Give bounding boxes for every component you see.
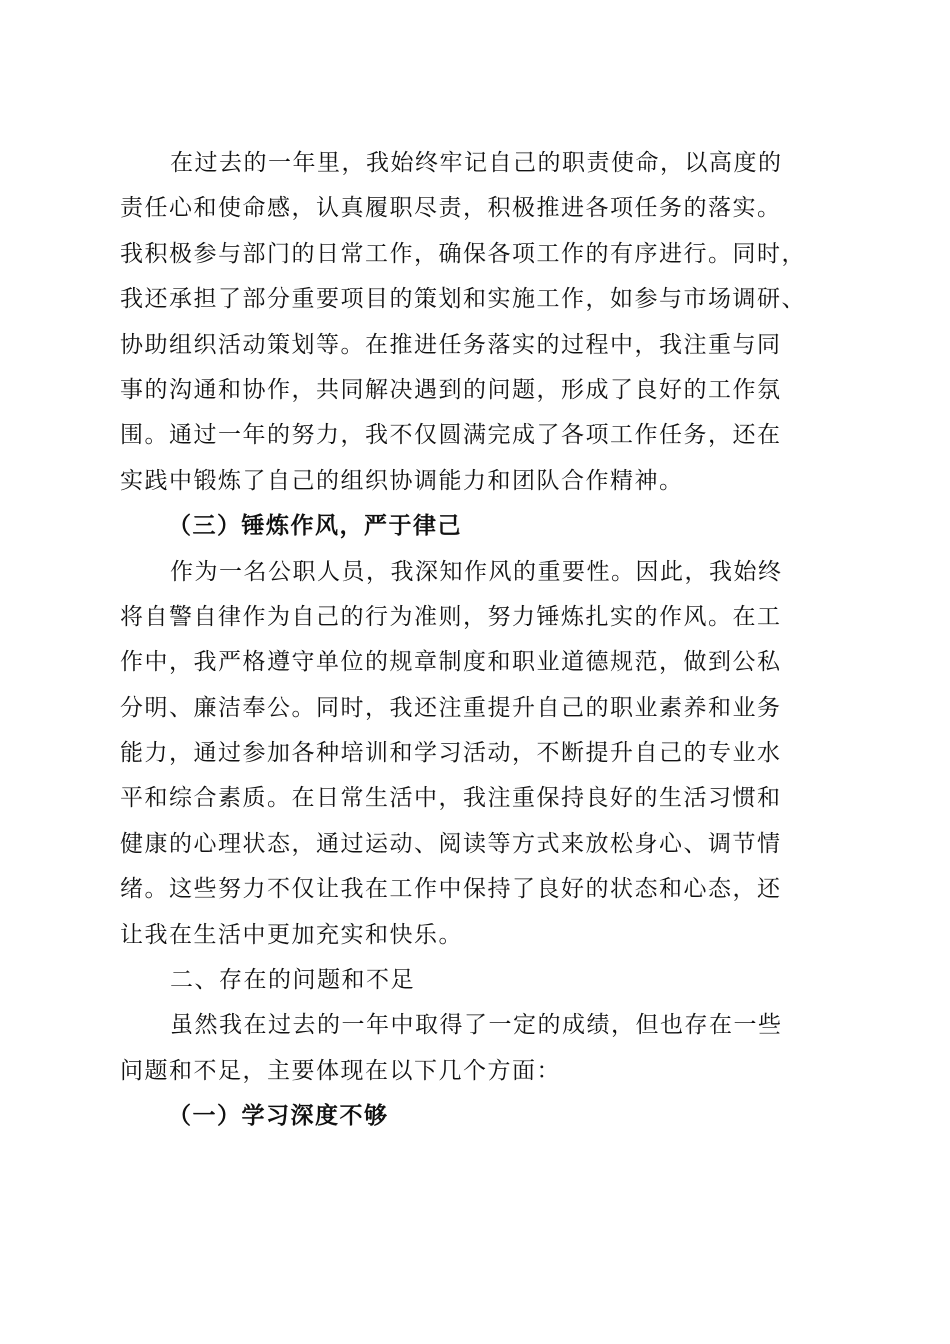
paragraph-line: 我还承担了部分重要项目的策划和实施工作，如参与市场调研、 — [120, 286, 806, 313]
paragraph-line: 围。通过一年的努力，我不仅圆满完成了各项工作任务，还在 — [120, 422, 782, 449]
paragraph-line: 让我在生活中更加充实和快乐。 — [120, 921, 463, 948]
paragraph-line: 作中，我严格遵守单位的规章制度和职业道德规范，做到公私 — [120, 649, 782, 676]
paragraph-line: 在过去的一年里，我始终牢记自己的职责使命，以高度的 — [170, 150, 783, 176]
paragraph-line: 平和综合素质。在日常生活中，我注重保持良好的生活习惯和 — [120, 785, 782, 812]
paragraph-work-style — [120, 550, 810, 959]
paragraph-line: 实践中锻炼了自己的组织协调能力和团队合作精神。 — [120, 467, 684, 494]
paragraph-line: 我积极参与部门的日常工作，确保各项工作的有序进行。同时， — [120, 240, 806, 267]
heading-problems-section: 二、存在的问题和不足 — [170, 967, 415, 994]
paragraph-line: 协助组织活动策划等。在推进任务落实的过程中，我注重与同 — [120, 331, 782, 358]
heading-learning-depth: （一）学习深度不够 — [168, 1103, 389, 1130]
paragraph-line: 虽然我在过去的一年中取得了一定的成绩，但也存在一些 — [170, 1012, 783, 1039]
paragraph-line: 将自警自律作为自己的行为准则，努力锤炼扎实的作风。在工 — [120, 603, 782, 630]
paragraph-line: 问题和不足，主要体现在以下几个方面： — [120, 1057, 561, 1084]
heading-work-style: （三）锤炼作风，严于律己 — [168, 513, 462, 540]
paragraph-line: 能力，通过参加各种培训和学习活动，不断提升自己的专业水 — [120, 740, 782, 767]
paragraph-line: 绪。这些努力不仅让我在工作中保持了良好的状态和心态，还 — [120, 876, 782, 903]
paragraph-line: 事的沟通和协作，共同解决遇到的问题，形成了良好的工作氛 — [120, 376, 782, 403]
paragraph-line: 责任心和使命感，认真履职尽责，积极推进各项任务的落实。 — [120, 195, 782, 222]
paragraph-problems-intro — [120, 1003, 810, 1094]
paragraph-line: 健康的心理状态，通过运动、阅读等方式来放松身心、调节情 — [120, 830, 782, 857]
paragraph-line: 分明、廉洁奉公。同时，我还注重提升自己的职业素养和业务 — [120, 694, 782, 721]
paragraph-line: 作为一名公职人员，我深知作风的重要性。因此，我始终 — [170, 558, 783, 585]
paragraph-duty-fulfillment — [120, 141, 810, 504]
document-body — [120, 141, 810, 1140]
